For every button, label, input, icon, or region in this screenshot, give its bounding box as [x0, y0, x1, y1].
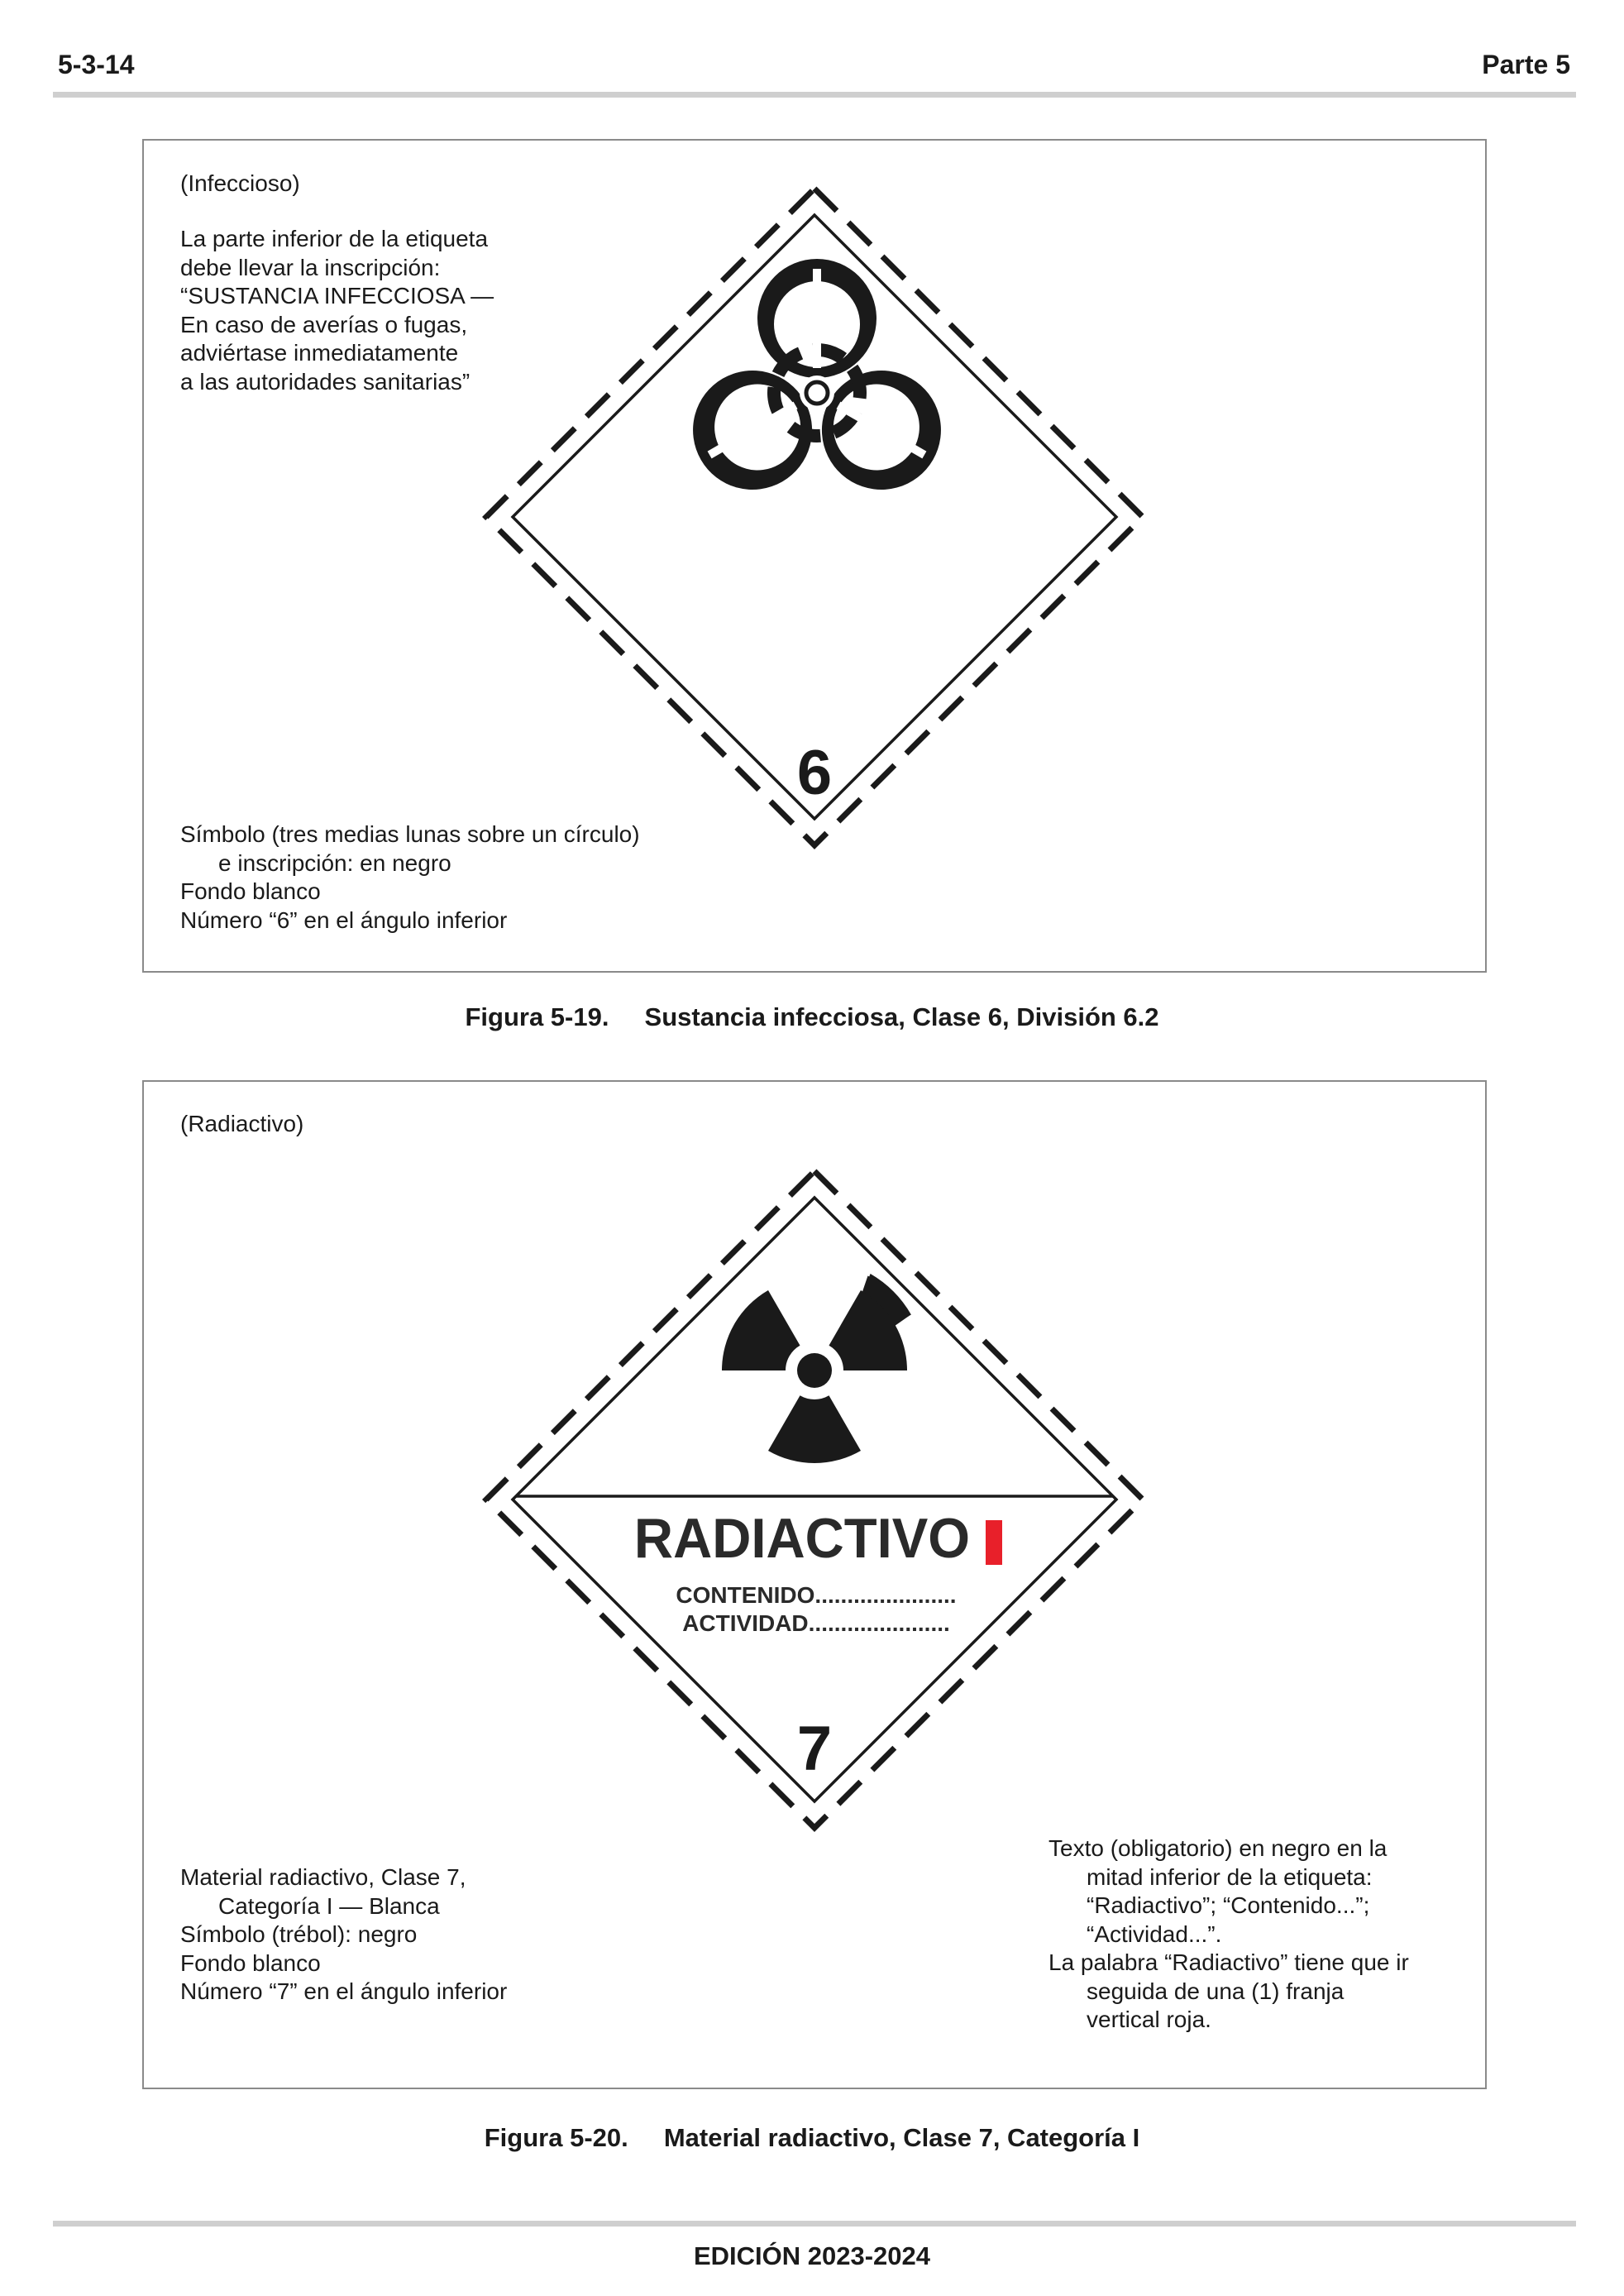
fig20-legend-line: Símbolo (trébol): negro [180, 1921, 418, 1947]
fig20-legend-line: “Radiactivo”; “Contenido...”; [1087, 1892, 1370, 1918]
edition-footer: EDICIÓN 2023-2024 [693, 2241, 931, 2270]
page-ref: 5-3-14 [58, 50, 135, 79]
activity-line: ACTIVIDAD...................... [682, 1610, 950, 1636]
label-inner-border [513, 1198, 1116, 1801]
fig19-instructions [180, 225, 494, 396]
fig19-legend-line: Fondo blanco [180, 878, 321, 904]
red-stripe [986, 1520, 1002, 1565]
fig20-legend-line: Texto (obligatorio) en negro en la [1048, 1835, 1388, 1861]
trefoil-blades [699, 1290, 907, 1490]
contents-line: CONTENIDO...................... [676, 1582, 957, 1608]
infectious-label [480, 182, 1149, 852]
class-number-6: 6 [796, 738, 833, 808]
caption-title: Sustancia infecciosa, Clase 6, División 6.2 [644, 1002, 1159, 1031]
fig20-legend-line: Fondo blanco [180, 1949, 321, 1976]
fig20-legend-line: Categoría I — Blanca [218, 1892, 440, 1919]
fig20-legend-line: Número “7” en el ángulo inferior [180, 1978, 508, 2004]
class-number-7: 7 [796, 1714, 833, 1784]
fig19-legend [180, 820, 640, 935]
fig19-instruction-line: La parte inferior de la etiqueta [180, 226, 489, 251]
header-rule [53, 92, 1576, 98]
footer-rule [53, 2221, 1576, 2227]
caption-title: Material radiactivo, Clase 7, Categoría I [663, 2123, 1140, 2152]
caption-number: Figura 5-20. [484, 2123, 628, 2152]
fig19-instruction-line: “SUSTANCIA INFECCIOSA — [180, 283, 494, 309]
fig20-tag: (Radiactivo) [180, 1111, 304, 1136]
fig20-legend-line: vertical roja. [1087, 2007, 1211, 2032]
fig19-instruction-line: En caso de averías o fugas, [180, 311, 468, 337]
fig20-legend-right [1048, 1834, 1409, 2035]
fig19-instruction-line: adviértase inmediatamente [180, 340, 459, 366]
fig19-tag: (Infeccioso) [180, 170, 300, 196]
caption-number: Figura 5-19. [465, 1002, 609, 1031]
fig20-legend-line: Material radiactivo, Clase 7, [180, 1864, 466, 1890]
fig19-instruction-line: a las autoridades sanitarias” [180, 368, 470, 395]
radioactive-label [480, 1165, 1149, 1834]
figure-5-19-caption [0, 1002, 1624, 1032]
fig19-legend-line: Número “6” en el ángulo inferior [180, 906, 508, 933]
fig19-legend-line: e inscripción: en negro [218, 849, 451, 876]
fig19-instruction-line: debe llevar la inscripción: [180, 254, 441, 280]
fig20-legend-line: mitad inferior de la etiqueta: [1087, 1863, 1373, 1890]
radiactivo-word: RADIACTIVO [633, 1507, 971, 1571]
fig20-legend-left [180, 1863, 507, 2007]
fig19-legend-line: Símbolo (tres medias lunas sobre un círculo) [180, 821, 640, 847]
fig20-legend-line: La palabra “Radiactivo” tiene que ir [1048, 1949, 1409, 1975]
figure-5-20-caption [0, 2123, 1624, 2153]
fig20-legend-line: seguida de una (1) franja [1087, 1978, 1345, 2004]
fig20-legend-line: “Actividad...”. [1087, 1921, 1222, 1947]
part-title: Parte 5 [1482, 50, 1570, 79]
